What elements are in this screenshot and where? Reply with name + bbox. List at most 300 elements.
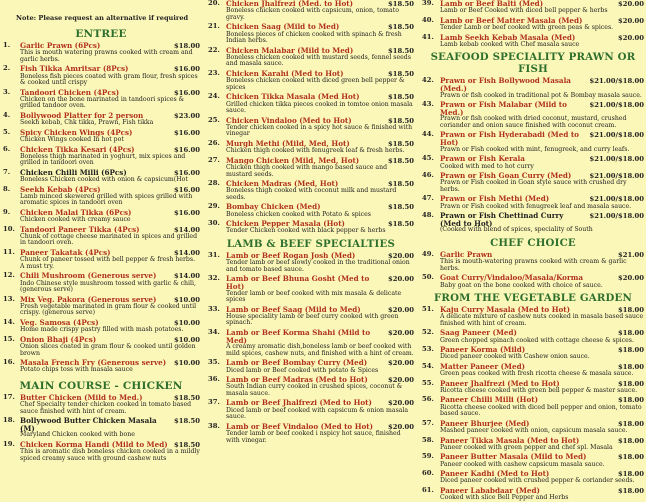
item-description: Lamb kebab cooked with Chef masala sauce: [440, 40, 580, 48]
item-price: $20.00: [617, 16, 644, 25]
menu-item: [422, 195, 644, 210]
item-number: 61.: [422, 485, 434, 494]
item-number: 8.: [3, 184, 11, 193]
item-number: 16.: [3, 358, 15, 367]
item-description: Chef Specialty tender chicken cooked in tomato based sauce finished with hint of cream.: [20, 401, 192, 415]
menu-item: [422, 306, 644, 327]
item-price: $18.00: [617, 453, 644, 462]
item-name: Tandoori Paneer Tikka (4Pcs): [20, 224, 140, 234]
item-description: Chicken Wings cooked In hot pot: [20, 135, 124, 143]
item-name: Garlic Prawn (6Pcs): [20, 41, 101, 50]
item-price: $18.50: [387, 93, 414, 102]
item-number: 5.: [3, 127, 11, 136]
item-description: Boneless chicken cooked with Potato & spices: [226, 210, 371, 218]
item-price: $21.00/$18.00: [589, 131, 644, 140]
menu-item: [422, 470, 644, 485]
item-name: Paneer Takatak (4Pcs): [20, 248, 111, 258]
item-number: 50.: [422, 273, 434, 282]
item-number: 11.: [3, 248, 15, 257]
item-description: Tender lamb or beef cooked i nspicy hot sauce, finished with vinegar.: [226, 429, 401, 444]
item-price: $18.50: [173, 393, 200, 402]
item-number: 39.: [422, 0, 434, 7]
item-number: 3.: [3, 87, 11, 96]
menu-item: [208, 70, 414, 91]
note-text: Note: Please request an alternative if required: [16, 14, 189, 22]
item-description: Prawn or fish cooked with dried coconut, mustard, crushed coriander and onion sauce finished with coconut cream.: [440, 115, 627, 129]
item-price: $18.00: [617, 329, 644, 338]
item-description: Green chopped spinach cooked with cottage cheese & spices.: [440, 336, 634, 344]
item-price: $21.00: [617, 250, 644, 259]
item-name: Lamb or Beef Balti (Med): [440, 0, 544, 8]
item-description: Boneless thigh marinated in yoghurt, mix spices and grilled in tandoori oven: [20, 152, 186, 167]
item-number: 48.: [422, 211, 434, 220]
item-description: Potato chips toss with masala sauce: [20, 366, 133, 374]
item-price: $21.00/$18.00: [589, 101, 644, 110]
item-header: [440, 212, 644, 227]
item-price: $21.00/$18.00: [589, 172, 644, 181]
item-price: $16.00: [173, 128, 200, 137]
item-name: Paneer Butter Masala (Mild to Med): [440, 452, 587, 462]
item-number: 23.: [208, 68, 220, 77]
item-price: $18.00: [617, 306, 644, 315]
item-name: Spicy Chicken Wings (4Pcs): [20, 127, 133, 137]
menu-item: [208, 252, 414, 273]
item-name: Butter Chicken (Mild to Med.): [20, 392, 143, 402]
item-description: Home made crispy pastry filled with mash potatoes.: [20, 326, 184, 334]
item-name: Prawn or Fish Methi (Med): [440, 194, 550, 204]
menu-item: [208, 180, 414, 201]
menu-item: [422, 274, 644, 289]
item-price: $20.00: [387, 359, 414, 368]
item-price: $18.00: [617, 379, 644, 388]
item-price: $18.50: [387, 116, 414, 125]
item-description: Fresh vegetable marinated in gram flour & cooked until crispy. (generous serve): [20, 302, 197, 317]
item-description: Prawn or fish cooked in traditional pot & Bombay masala sauce.: [440, 91, 642, 99]
item-number: 58.: [422, 435, 434, 444]
item-price: $16.00: [173, 145, 200, 154]
item-description: Green peas cooked with fresh ricotta cheese & masala sauce.: [440, 370, 634, 378]
item-name: Fish Tikka Amritsar (8Pcs): [20, 64, 129, 74]
item-name: Paneer Tikka Masala (Med to Hot): [440, 435, 580, 445]
item-number: 19.: [3, 440, 15, 449]
menu-item: [2, 319, 200, 334]
item-name: Chicken Madras (Med, Hot): [226, 179, 339, 189]
menu-item: [208, 376, 414, 397]
menu-item: [422, 77, 644, 99]
item-description: (Cooked with blend of spices, speciality of South: [440, 226, 593, 234]
item-name: Chicken Pepper Masala (Hot): [226, 219, 345, 229]
item-name: Lamb or Beef Rogan Josh (Med): [226, 250, 356, 260]
item-description: Ricotta cheese cooked with diced bell pepper and onion, tomato based sauce.: [440, 403, 642, 418]
item-price: $16.00: [173, 208, 200, 217]
menu-item: [422, 487, 644, 502]
item-name: Mix Veg. Pakora (Generous serve): [20, 294, 157, 304]
item-number: 42.: [422, 76, 434, 85]
item-description: A delicate mixture of cashew nuts cooked in masala based sauce finished with hint of cream.: [440, 313, 644, 327]
item-price: $18.50: [387, 69, 414, 78]
item-description: Seekh kebab, Chk tikka, Prawn, Fish tikka: [20, 119, 154, 127]
item-description: Diced lamb or Beef cooked with potato & Spices: [226, 366, 379, 374]
item-name: Veg. Samosa (4Pcs): [20, 318, 99, 328]
menu-column-3: [422, 0, 644, 502]
item-header: [20, 417, 200, 432]
menu-item: [208, 220, 414, 235]
item-price: $18.50: [387, 139, 414, 148]
section-heading: SEAFOOD SPECIALITY PRAWN OR FISH: [430, 51, 636, 76]
item-number: 28.: [208, 179, 220, 188]
item-number: 52.: [422, 328, 434, 337]
menu-item: [208, 359, 414, 374]
item-description: This is aromatic dish boneless chicken cooked in a mildly spiced creamy sauce with ground cashew nuts: [20, 448, 200, 462]
menu-item: [2, 146, 200, 167]
item-header: [440, 101, 644, 116]
item-name: Seekh Kebab (4Pcs): [20, 184, 101, 194]
item-number: 59.: [422, 452, 434, 461]
item-description: Tender lamb or beef slowly cooked in the traditional onion and tomato based sauce.: [226, 259, 410, 273]
item-name: Paneer Korma (Mild): [440, 345, 526, 355]
item-price: $18.50: [387, 0, 414, 8]
item-name: Paneer Lababdaar (Med): [440, 485, 540, 495]
item-name: Lamb or Beef Saag (Mild to Med): [226, 304, 361, 314]
menu-item: [208, 423, 414, 444]
item-price: $23.00: [173, 111, 200, 120]
item-header: [440, 77, 644, 92]
section-heading: MAIN COURSE - CHICKEN: [19, 379, 183, 392]
item-price: $20.00: [387, 251, 414, 260]
item-description: Diced paneer cooked with crushed pepper & coriander seeds.: [440, 477, 635, 485]
item-description: Boneless thigh cooked with coconut milk and mustard seeds.: [226, 187, 397, 201]
menu-item: [422, 34, 644, 49]
item-description: Paneer cooked with cashew capsicum masala sauce.: [440, 460, 605, 468]
item-name: Mango Chicken (Mild, Med, Hot): [226, 155, 360, 165]
item-name: Lamb or Beef Madras (Med to Hot): [226, 375, 368, 385]
item-name: Paneer Kadhi (Med to Hot): [440, 469, 550, 479]
item-number: 18.: [3, 416, 15, 425]
menu-item: [422, 101, 644, 129]
menu-item: [208, 93, 414, 114]
item-name: Paneer Jhalfrezi (Med to Hot): [440, 378, 560, 388]
item-number: 49.: [422, 249, 434, 258]
item-name: Chicken Jhalfrezi (Med. to Hot): [226, 0, 353, 8]
item-description: Chicken cooked with creamy sauce: [20, 216, 131, 224]
item-number: 27.: [208, 155, 220, 164]
item-description: Indo Chinese style mushroom tossed with garlic & chili, (generous serve): [20, 279, 196, 294]
item-number: 56.: [422, 395, 434, 404]
item-price: $20.00: [387, 328, 414, 337]
item-price: $18.00: [617, 419, 644, 428]
item-price: $10.00: [173, 319, 200, 328]
menu-item: [422, 437, 644, 452]
item-description: Ricotta cheese cooked with green bell pepper & master sauce.: [440, 386, 638, 394]
item-description: This is mouth watering prawns cooked with cream and garlic herbs.: [20, 49, 193, 63]
item-price: $10.00: [173, 335, 200, 344]
item-price: $20.00: [617, 0, 644, 8]
item-description: Boneless pieces of chicken cooked with spinach & fresh Indian herbs.: [226, 30, 402, 45]
item-price: $18.00: [617, 436, 644, 445]
item-number: 17.: [3, 392, 15, 401]
item-number: 6.: [3, 144, 11, 153]
item-description: South Indian curry cooked in crushed spices, coconut & masala sauce.: [226, 383, 403, 397]
menu-item: [208, 117, 414, 138]
item-number: 57.: [422, 418, 434, 427]
item-name: Murgh Methi (Mild, Med, Hot): [226, 138, 350, 148]
item-number: 25.: [208, 115, 220, 124]
item-number: 34.: [208, 327, 220, 336]
item-price: $16.00: [173, 65, 200, 74]
menu-item: [2, 209, 200, 224]
item-number: 41.: [422, 32, 434, 41]
item-number: 21.: [208, 22, 220, 31]
item-number: 37.: [208, 398, 220, 407]
menu-item: [422, 380, 644, 395]
item-price: $16.00: [173, 168, 200, 177]
item-name: Lamb or Beef Bhuna Gosht (Med to Hot): [226, 274, 370, 291]
item-price: $20.00: [387, 275, 414, 284]
item-name: Paneer Chilli Milli (Hot): [440, 395, 538, 405]
item-name: Bollywood Butter Chicken Masala (M): [20, 416, 157, 433]
item-name: Prawn or Fish Malabar (Mild to Med.): [440, 100, 567, 117]
item-price: $18.00: [617, 346, 644, 355]
item-name: Lamb or Beef Korma Shahi (Mild to Med): [226, 327, 371, 345]
section-heading: ENTREE: [75, 28, 127, 40]
menu-item: [2, 336, 200, 357]
item-price: $18.50: [387, 156, 414, 165]
item-description: Prawn or Fish cooked in Goan style sauce with crushed dry herbs.: [440, 179, 627, 193]
item-price: $18.00: [617, 362, 644, 371]
item-name: Chicken Chilli Milli (6Pcs): [20, 167, 127, 177]
item-description: Tender lamb or beef cooked with mix masala & delicate spices: [226, 289, 402, 304]
menu-item: [422, 346, 644, 361]
menu-item: [2, 129, 200, 144]
item-description: Tender chicken cooked in a spicy hot sauce & finished with vinegar: [226, 123, 413, 138]
item-number: 4.: [3, 110, 11, 119]
item-name: Prawn or Fish Bollywood Masala (Med.): [440, 76, 571, 93]
item-description: Prawn or Fish cooked with mint, fenugreek, and curry leafs.: [440, 145, 630, 153]
item-number: 13.: [3, 294, 15, 303]
menu-item: [208, 203, 414, 218]
menu-item: [208, 157, 414, 178]
menu-item: [422, 251, 644, 272]
item-price: $10.00: [173, 295, 200, 304]
item-description: Boneless chicken cooked with diced green bell pepper & spices: [226, 77, 405, 91]
item-number: 22.: [208, 45, 220, 54]
item-price: $21.00/$18.00: [589, 212, 644, 221]
item-name: Lamb or Beef Jhalfrezi (Med to Hot): [226, 398, 372, 408]
item-description: Paneer cooked with green pepper and chef spl. Masala: [440, 443, 613, 451]
item-description: Boneless Chicken cooked with onion & capsicum(Hot: [20, 176, 188, 184]
item-description: Tender Lamb or beef cooked with green peas & spices.: [440, 23, 614, 31]
menu-item: [2, 359, 200, 374]
item-header: [226, 275, 414, 290]
item-name: Chicken Tikka Masala (Med Hot): [226, 92, 360, 102]
item-number: 43.: [422, 100, 434, 109]
item-description: Lamb or Beef Cooked with diced bell pepper & herbs: [440, 7, 608, 15]
item-name: Chicken Malai Tikka (6Pcs): [20, 207, 132, 217]
menu-item: [2, 42, 200, 63]
item-price: $18.00: [173, 42, 200, 50]
menu-item: [422, 172, 644, 193]
item-name: Masala French Fry (Generous serve): [20, 358, 167, 368]
item-name: Lamb or Beef Vindaloo (Med to Hot): [226, 421, 374, 431]
item-number: 31.: [208, 250, 220, 259]
item-price: $18.50: [387, 46, 414, 55]
item-price: $21.00/$18.00: [589, 77, 644, 86]
item-description: Chicken on the bone marinated in tandoori spices & grilled tandoor oven.: [20, 95, 185, 110]
item-price: $16.00: [173, 185, 200, 194]
item-name: Chili Mushroom (Generous serve): [20, 271, 157, 281]
item-header: [440, 131, 644, 146]
item-name: Prawn or Fish Kerala: [440, 154, 525, 164]
menu-item: [2, 65, 200, 86]
item-name: Chicken Tikka Kesari (4Pcs): [20, 144, 135, 154]
item-price: $18.00: [617, 470, 644, 479]
item-name: Saag Paneer (Med): [440, 328, 517, 338]
menu-item: [2, 441, 200, 462]
menu-item: [2, 394, 200, 415]
item-price: $21.00/$18.00: [589, 155, 644, 164]
item-description: Lamb minced skewered grilled with spices grilled with aromatic spices in tandoori oven: [20, 192, 193, 207]
item-number: 24.: [208, 92, 220, 101]
item-name: Garlic Prawn: [440, 249, 493, 259]
item-number: 10.: [3, 224, 15, 233]
item-name: Lamb or Beef Bombay Curry (Med): [226, 358, 368, 368]
item-name: Chicken Korma Handi (Mild to Med): [20, 440, 168, 450]
menu-item: [2, 89, 200, 110]
menu-item: [208, 306, 414, 327]
item-number: 47.: [422, 194, 434, 203]
menu-item: [422, 155, 644, 170]
item-price: $18.00: [617, 396, 644, 405]
menu-item: [208, 399, 414, 420]
section-heading: CHEF CHOICE: [490, 236, 576, 249]
item-name: Tandoori Chicken (4Pcs): [20, 87, 120, 97]
item-number: 45.: [422, 154, 434, 163]
item-price: $20.00: [617, 33, 644, 42]
item-price: $21.00/$18.00: [589, 195, 644, 204]
item-name: Matter Paneer (Med): [440, 361, 526, 371]
item-description: Prawn or Fish cooked with fenugreek leaf and masala sauce.: [440, 202, 632, 210]
menu-item: [2, 226, 200, 247]
item-number: 26.: [208, 138, 220, 147]
item-number: 40.: [422, 15, 434, 24]
item-number: 60.: [422, 469, 434, 478]
item-number: 55.: [422, 378, 434, 387]
item-price: $14.00: [173, 249, 200, 258]
menu-item: [422, 363, 644, 378]
item-price: $20.00: [387, 422, 414, 431]
item-number: 29.: [208, 202, 220, 211]
item-name: Bollywood Platter for 2 person: [20, 110, 144, 120]
item-header: [226, 329, 414, 344]
item-number: 12.: [3, 271, 15, 280]
item-number: 33.: [208, 304, 220, 313]
item-number: 44.: [422, 130, 434, 139]
item-name: Paneer Bhurjee (Med): [440, 418, 530, 428]
item-number: 1.: [3, 41, 11, 49]
menu-item: [208, 47, 414, 68]
item-price: $18.50: [387, 180, 414, 189]
item-price: $18.00: [617, 486, 644, 495]
menu-item: [422, 396, 644, 417]
item-description: Baby goat on the bone cooked with choice of sauce.: [440, 281, 603, 289]
item-price: $20.00: [387, 376, 414, 385]
item-number: 2.: [3, 64, 11, 73]
item-number: 46.: [422, 171, 434, 180]
item-number: 36.: [208, 375, 220, 384]
item-price: $18.50: [387, 23, 414, 32]
menu-item: [422, 329, 644, 344]
item-number: 38.: [208, 421, 220, 430]
item-number: 30.: [208, 219, 220, 228]
item-name: Prawn or Fish Chettinad Curry (Med to Hot): [440, 211, 564, 228]
item-description: Cooked with med to hot curry: [440, 162, 534, 170]
item-description: Grilled chicken tikka pieces cooked in tomtoe onion masala sauce.: [226, 100, 413, 115]
item-description: Tender Chicken cooked with black pepper & herbs: [226, 227, 386, 235]
item-description: Chicken thigh cooked with fenugreek leaf & fresh herbs.: [226, 147, 405, 155]
menu-item: [2, 186, 200, 207]
item-price: $18.50: [173, 441, 200, 450]
item-number: 14.: [3, 318, 15, 327]
menu-item: [422, 212, 644, 234]
item-name: Chicken Karahi (Med to Hot): [226, 68, 344, 78]
item-price: $14.00: [173, 225, 200, 234]
item-price: $16.00: [173, 88, 200, 97]
item-number: 9.: [3, 207, 11, 216]
menu-item: [422, 453, 644, 468]
item-description: Boneless chicken cooked with capsicum, onion, tomato gravy.: [226, 7, 399, 21]
item-name: Lamb or Beef Matter Masala (Med): [440, 15, 583, 25]
menu-item: [208, 140, 414, 155]
menu-item: [422, 0, 644, 15]
menu-column-2: [208, 0, 414, 464]
menu-item: [2, 417, 200, 439]
item-name: Chicken Malabar (Mild to Med): [226, 45, 354, 55]
item-description: Chicken thigh cooked with mango based sauce and mustard seeds.: [226, 163, 388, 178]
item-number: 51.: [422, 305, 434, 314]
menu-column-1: [2, 0, 200, 464]
menu-item: [208, 0, 414, 21]
item-name: Chicken Vindaloo (Med to Hot): [226, 115, 352, 125]
section-heading: FROM THE VEGETABLE GARDEN: [433, 292, 633, 305]
item-price: $20.00: [387, 305, 414, 314]
item-name: Prawn or Fish Hyderabadi (Med to Hot): [440, 130, 579, 148]
item-description: House speciality lamb or beef curry cooked with green spinach.: [226, 312, 399, 327]
item-price: $20.00: [617, 274, 644, 283]
menu-item: [2, 169, 200, 184]
menu-item: [208, 329, 414, 357]
section-heading: LAMB & BEEF SPECIALTIES: [226, 237, 396, 250]
menu-item: [2, 296, 200, 317]
menu-item: [2, 249, 200, 270]
item-description: Onion slices coated in gram flour & cooked until golden brown: [20, 342, 196, 357]
item-number: 54.: [422, 361, 434, 370]
item-name: Onion Bhaji (4Pcs): [20, 334, 97, 344]
item-description: Chunk of cottage cheese marinated in spices and grilled in tandoori oven.: [20, 232, 198, 247]
item-price: $18.50: [387, 220, 414, 229]
item-name: Bombay Chicken (Med): [226, 202, 321, 212]
item-description: A creamy aromatic dish,boneless lamb or beef cooked with mild spices, cashew nuts, and finished with a hint of cream.: [226, 343, 414, 357]
menu-item: [208, 275, 414, 303]
item-number: 15.: [3, 334, 15, 343]
item-description: Diced lamb or beef cooked with capsicum & onion masala sauce.: [226, 406, 409, 421]
menu-item: [422, 17, 644, 32]
item-description: Boneless chicken cooked with mustard seeds, fennel seeds and masala sauce.: [226, 53, 411, 68]
item-number: 7.: [3, 167, 11, 176]
menu-item: [422, 131, 644, 153]
item-description: Boneless fish pieces coated with gram flour, fresh spices & cooked until crispy: [20, 72, 198, 87]
item-name: Lamb Seekh Kebab Masala (Med): [440, 32, 576, 42]
item-description: Chunk of paneer tossed with bell pepper & fresh herbs. A must try.: [20, 256, 196, 270]
